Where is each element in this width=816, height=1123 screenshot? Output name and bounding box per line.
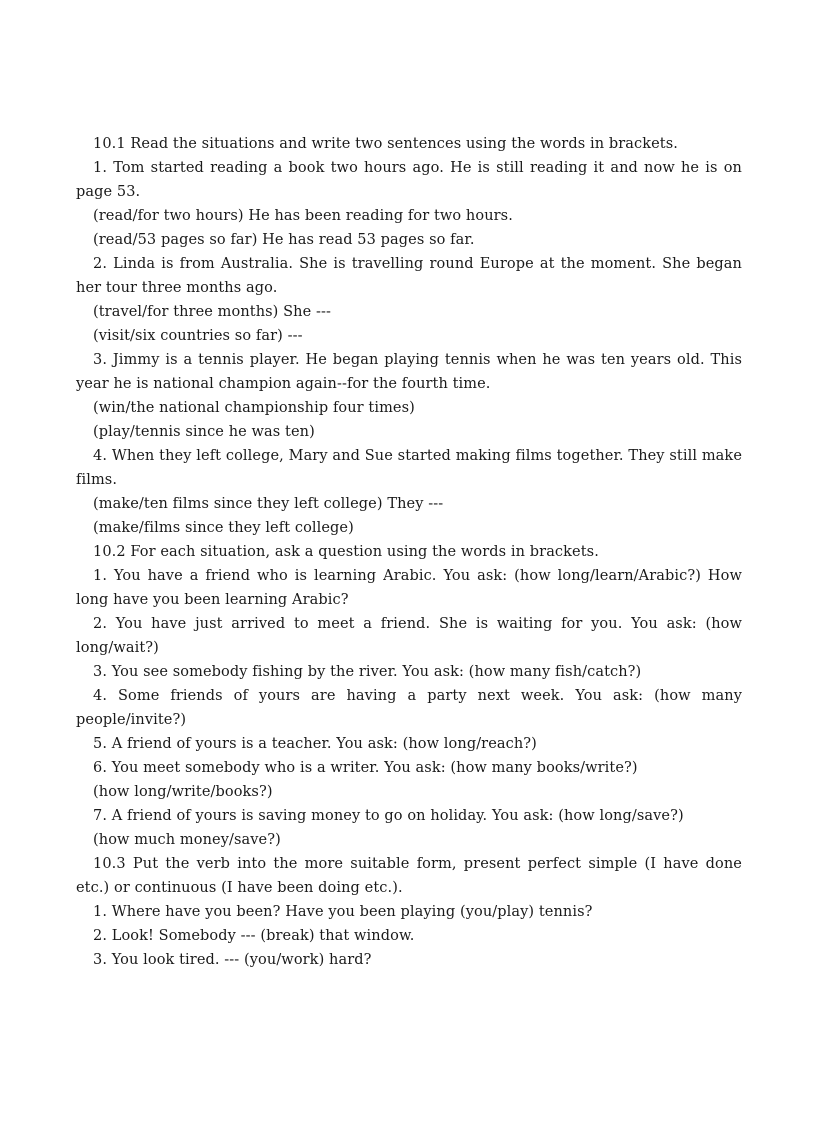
prompt-3b: (play/tennis since he was ten) <box>93 424 315 440</box>
question-5: 5. A friend of yours is a teacher. You ask: (how long/reach?) <box>93 736 537 752</box>
example-answer-1a: (read/for two hours) He has been reading for two hours. <box>93 208 513 224</box>
prompt-2b: (visit/six countries so far) --- <box>93 328 303 344</box>
verb-item-1: 1. Where have you been? Have you been playing (you/play) tennis? <box>93 904 593 920</box>
example-answer-1b: (read/53 pages so far) He has read 53 pages so far. <box>93 232 475 248</box>
question-6: 6. You meet somebody who is a writer. You ask: (how many books/write?) <box>93 760 638 776</box>
section-heading-10-1: 10.1 Read the situations and write two sentences using the words in brackets. <box>93 136 678 152</box>
prompt-4a: (make/ten films since they left college) They --- <box>93 496 444 512</box>
question-3: 3. You see somebody fishing by the river. You ask: (how many fish/catch?) <box>93 664 642 680</box>
verb-item-2: 2. Look! Somebody --- (break) that window. <box>93 928 415 944</box>
question-7b: (how much money/save?) <box>93 832 281 848</box>
prompt-3a: (win/the national championship four times) <box>93 400 415 416</box>
verb-item-3: 3. You look tired. --- (you/work) hard? <box>93 952 372 968</box>
situation-4: 4. When they left college, Mary and Sue started making films together. They still make films. <box>76 448 742 488</box>
question-1: 1. You have a friend who is learning Arabic. You ask: (how long/learn/Arabic?) How long have you been learning Arabic? <box>76 568 742 608</box>
question-2: 2. You have just arrived to meet a friend. She is waiting for you. You ask: (how long/wait?) <box>76 616 742 656</box>
situation-3: 3. Jimmy is a tennis player. He began playing tennis when he was ten years old. This year he is national champion again--for the fourth time. <box>76 352 742 392</box>
section-heading-10-2: 10.2 For each situation, ask a question using the words in brackets. <box>93 544 599 560</box>
question-6b: (how long/write/books?) <box>93 784 273 800</box>
prompt-4b: (make/films since they left college) <box>93 520 354 536</box>
section-heading-10-3: 10.3 Put the verb into the more suitable form, present perfect simple (I have done etc.) or continuous (I have been doing etc.). <box>76 856 742 896</box>
question-4: 4. Some friends of yours are having a party next week. You ask: (how many people/invite?) <box>76 688 742 728</box>
prompt-2a: (travel/for three months) She --- <box>93 304 332 320</box>
situation-1: 1. Tom started reading a book two hours ago. He is still reading it and now he is on page 53. <box>76 160 742 200</box>
situation-2: 2. Linda is from Australia. She is travelling round Europe at the moment. She began her tour three months ago. <box>76 256 742 296</box>
exercise-text <box>76 132 742 972</box>
question-7: 7. A friend of yours is saving money to go on holiday. You ask: (how long/save?) <box>93 808 684 824</box>
